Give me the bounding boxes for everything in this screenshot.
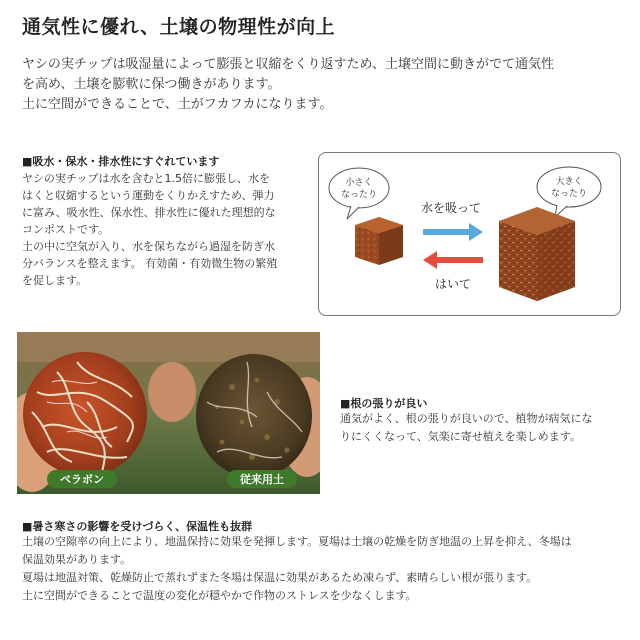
arrow-release-label: はいて: [434, 277, 472, 291]
body-line: を促します。: [22, 274, 88, 287]
right-rootball: [196, 354, 312, 478]
arrow-absorb-label: 水を吸って: [420, 201, 482, 215]
intro-line: 土に空間ができることで、土がフカフカになります。: [22, 97, 333, 112]
body-line: 土の中に空気が入り、水を保ちながら過湿を防ぎ水: [22, 240, 275, 253]
arrow-absorb: [421, 200, 483, 241]
large-bubble-line: なったり: [550, 189, 588, 199]
intro-line: を高め、土壌を膨軟に保つ働きがあります。: [22, 77, 281, 92]
section-absorption-body: [22, 170, 310, 289]
small-speech-bubble: [329, 168, 389, 219]
section-insulation-body: [22, 533, 622, 605]
small-bubble-line: 小さく: [345, 178, 373, 188]
intro-line: ヤシの実チップは吸湿量によって膨張と収縮をくり返すため、土壌空間に動きがでて通気性: [22, 57, 554, 72]
label-conventional-text: 従来用土: [240, 473, 284, 486]
page-title: 通気性に優れ、土壌の物理性が向上: [22, 16, 336, 38]
body-line: 分バランスを整えます。 有効菌・有効微生物の繁殖: [22, 257, 278, 270]
left-rootball: [23, 352, 147, 476]
arrow-release: [423, 251, 483, 291]
body-line: コンポストです。: [22, 223, 110, 236]
body-line: ヤシの実チップは水を含むと1.5倍に膨張し、水を: [22, 172, 271, 185]
large-cube: [499, 207, 575, 301]
section-roots-heading: ■根の張りが良い: [340, 397, 428, 410]
label-verabon-text: ベラボン: [60, 473, 104, 486]
body-line: 夏場は地温対策、乾燥防止で蒸れずまた冬場は保温に効果があるため凍らず、素晴らしい根が張ります。: [22, 571, 538, 584]
root-comparison-svg: [17, 332, 320, 494]
body-line: 土に空間ができることで温度の変化が穏やかで作物のストレスを少なくします。: [22, 589, 417, 602]
small-cube: [355, 217, 403, 265]
body-line: りにくくなって、気楽に寄せ植えを楽しめます。: [340, 430, 581, 443]
expansion-diagram: [318, 152, 621, 316]
body-line: 保温効果があります。: [22, 553, 132, 566]
label-verabon: [47, 470, 117, 488]
body-line: はくと収縮するという運動をくりかえすため、弾力: [22, 189, 275, 202]
section-insulation-heading: ■暑さ寒さの影響を受けづらく、保温性も抜群: [22, 520, 253, 533]
small-bubble-line: なったり: [340, 190, 378, 200]
body-line: 通気がよく、根の張りが良いので、植物が病気にな: [340, 412, 593, 425]
section-absorption-heading: ■吸水・保水・排水性にすぐれています: [22, 155, 220, 168]
large-bubble-line: 大きく: [555, 177, 583, 187]
root-comparison-photo: [17, 332, 320, 494]
label-conventional-soil: [227, 470, 297, 488]
body-line: 土壌の空隙率の向上により、地温保持に効果を発揮します。夏場は土壌の乾燥を防ぎ地温の上昇を抑え、冬場は: [22, 535, 572, 548]
large-speech-bubble: [537, 167, 601, 217]
intro-text: [22, 55, 622, 115]
body-line: に富み、吸水性、保水性、排水性に優れた理想的な: [22, 206, 276, 219]
section-roots-body: [340, 410, 628, 446]
expansion-diagram-svg: [319, 153, 621, 316]
